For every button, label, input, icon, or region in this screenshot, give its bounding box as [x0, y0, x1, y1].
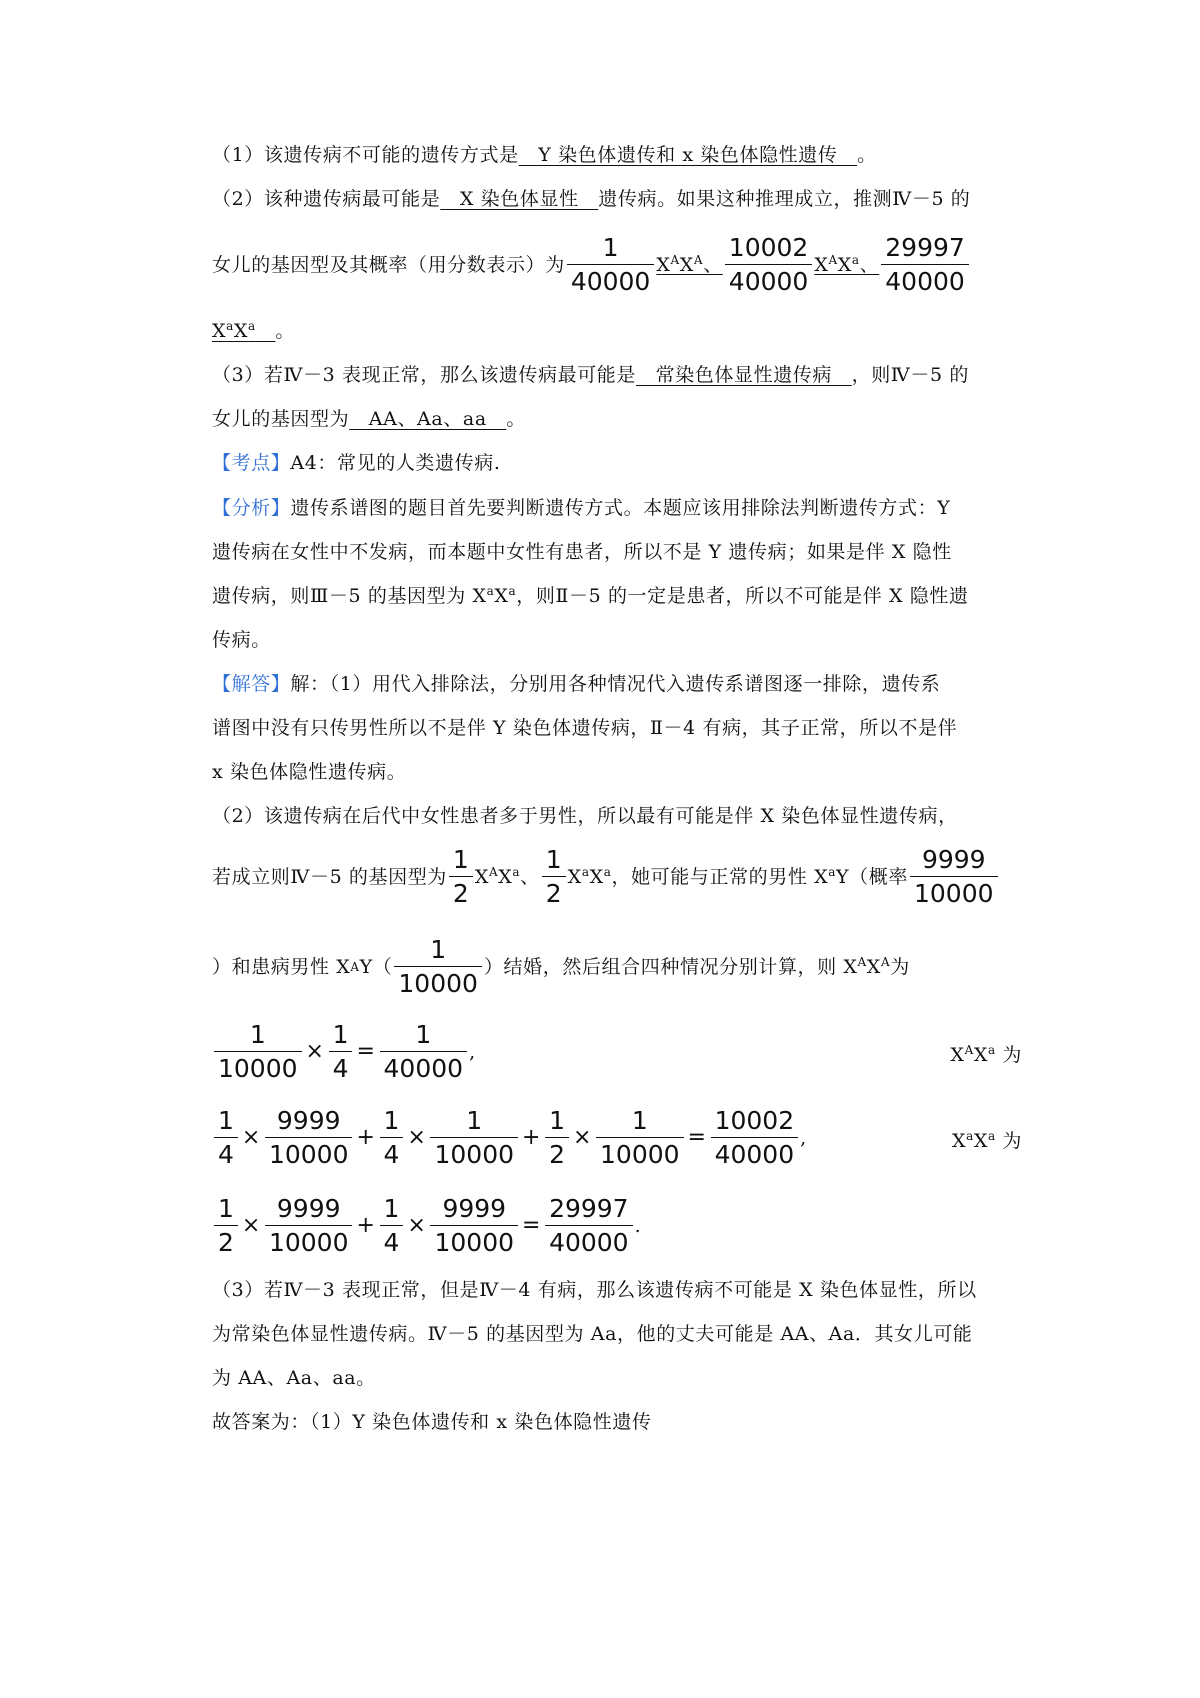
equation-2: $\frac{1}{4}$ × $\frac{9999}{10000}$ + $\frac{1}{4}$ × $\frac{1}{10000}$ + $\frac{1}{2}$ × $\frac{1}{10000}$ = $\frac{10002}{40000}$ , $X^aX^a$ 为	[212, 1106, 1022, 1170]
equation-2-right-label: $X^aX^a$ 为	[951, 1129, 1022, 1152]
question-1-line	[212, 140, 1022, 170]
q2-answer-fractions: $\frac{1}{40000}$ $X^AX^A$、 $\frac{10002}{40000}$ $X^AX^a$、 $\frac{29997}{40000}$	[565, 233, 971, 297]
jieda-line-4: （2）该遗传病在后代中女性患者多于男性，所以最有可能是伴 X 染色体显性遗传病，	[212, 805, 958, 827]
jieda-tag: 【解答】	[212, 673, 291, 695]
fenxi-line-3: 遗传病，则Ⅲ－5 的基因型为 $X^aX^a$，则Ⅱ－5 的一定是患者，所以不可能是伴 X 隐性遗	[212, 584, 969, 607]
fraction-half: $\frac{1}{2}$	[542, 845, 566, 909]
final-answer-line: 故答案为：（1）Y 染色体遗传和 x 染色体隐性遗传	[212, 1411, 652, 1433]
fenxi-tag: 【分析】	[212, 497, 291, 519]
jieda-line-1: 【解答】解：（1）用代入排除法，分别用各种情况代入遗传系谱图逐一排除，遗传系	[212, 673, 941, 695]
question-2-line-3: $X^aX^a$ 。	[212, 319, 296, 342]
equation-3: $\frac{1}{2}$ × $\frac{9999}{10000}$ + $\frac{1}{4}$ × $\frac{9999}{10000}$ = $\frac{29997}{40000}$ .	[212, 1194, 1022, 1258]
q2-suffix: 遗传病。如果这种推理成立，推测Ⅳ－5 的	[598, 188, 971, 210]
genotype: $X^aX^a$	[212, 319, 256, 342]
q2-prefix: （2）该种遗传病最可能是	[212, 188, 441, 210]
genotype: $X^AX^A$	[656, 253, 704, 276]
q3-answer: 常染色体显性遗传病	[636, 364, 852, 386]
jieda-line-5: 若成立则Ⅳ－5 的基因型为 $\frac{1}{2}$ $X^AX^a$、 $\frac{1}{2}$ $X^aX^a$，她可能与正常的男性 $X^aY$（概率 $\frac{9999}{10000}$	[212, 845, 1022, 909]
q3-line2-answer: AA、Aa、aa	[349, 408, 507, 430]
question-2-line-1	[212, 184, 1022, 214]
kaodian-tag: 【考点】	[212, 452, 291, 474]
jieda-line-3: x 染色体隐性遗传病。	[212, 761, 407, 783]
fraction: $\frac{1}{40000}$	[567, 233, 655, 297]
jieda-line-2: 谱图中没有只传男性所以不是伴 Y 染色体遗传病，Ⅱ－4 有病，其子正常，所以不是伴	[212, 717, 958, 739]
fraction-half: $\frac{1}{2}$	[449, 845, 473, 909]
jieda-line-9: 为 AA、Aa、aa。	[212, 1367, 376, 1389]
jieda-line-7: （3）若Ⅳ－3 表现正常，但是Ⅳ－4 有病，那么该遗传病不可能是 X 染色体显性，所以	[212, 1279, 977, 1301]
q2-answer: X 染色体显性	[440, 188, 599, 210]
equation-1: $\frac{1}{10000}$ × $\frac{1}{4}$ = $\frac{1}{40000}$ , $X^AX^a$ 为	[212, 1020, 1022, 1084]
question-3-line-2: 女儿的基因型为 AA、Aa、aa 。	[212, 408, 526, 430]
equation-1-right-label: $X^AX^a$ 为	[950, 1043, 1022, 1066]
genotype: $X^AX^a$	[814, 253, 860, 276]
kaodian-line: 【考点】A4：常见的人类遗传病.	[212, 452, 501, 474]
question-3-line-1: （3）若Ⅳ－3 表现正常，那么该遗传病最可能是 常染色体显性遗传病 ，则Ⅳ－5 的	[212, 364, 969, 386]
fenxi-line-4: 传病。	[212, 629, 271, 651]
fraction-probability: $\frac{1}{10000}$	[394, 935, 482, 999]
q2-line2-prefix: 女儿的基因型及其概率（用分数表示）为	[212, 254, 565, 276]
jieda-line-8: 为常染色体显性遗传病。Ⅳ－5 的基因型为 Aa，他的丈夫可能是 AA、Aa．其女儿可能	[212, 1323, 973, 1345]
fraction: $\frac{29997}{40000}$	[881, 233, 969, 297]
q1-answer: Y 染色体遗传和 x 染色体隐性遗传	[518, 144, 858, 166]
fraction-probability: $\frac{9999}{10000}$	[910, 845, 998, 909]
fraction: $\frac{10002}{40000}$	[725, 233, 813, 297]
jieda-line-6: ）和患病男性 XAY（ $\frac{1}{10000}$ ）结婚，然后组合四种情况分别计算，则 $X^AX^A$为	[212, 935, 910, 998]
q1-suffix: 。	[857, 144, 877, 166]
fenxi-line-2: 遗传病在女性中不发病，而本题中女性有患者，所以不是 Y 遗传病；如果是伴 X 隐性	[212, 541, 952, 563]
fenxi-line-1: 【分析】遗传系谱图的题目首先要判断遗传方式。本题应该用排除法判断遗传方式：Y	[212, 497, 951, 519]
q1-prefix: （1）该遗传病不可能的遗传方式是	[212, 144, 519, 166]
question-2-line-2	[212, 233, 1022, 297]
